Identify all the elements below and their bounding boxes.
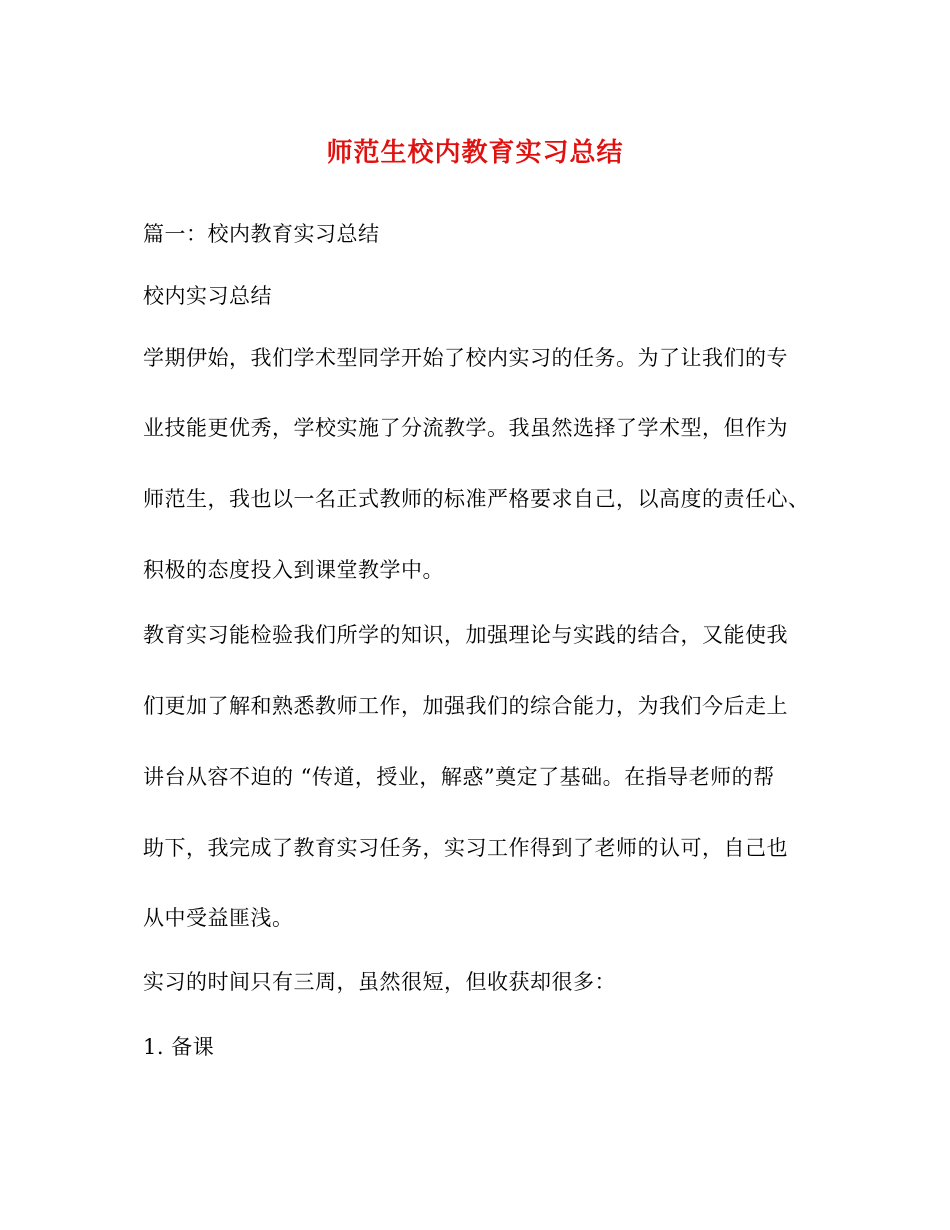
paragraph-line: 学期伊始，我们学术型同学开始了校内实习的任务。为了让我们的专 <box>143 346 788 370</box>
paragraph-line: 实习的时间只有三周，虽然很短，但收获却很多： <box>143 970 616 994</box>
paragraph-line: 讲台从容不迫的 “传道，授业，解惑”奠定了基础。在指导老师的帮 <box>143 765 775 789</box>
subheading: 校内实习总结 <box>143 284 272 308</box>
paragraph-line: 教育实习能检验我们所学的知识，加强理论与实践的结合，又能使我 <box>143 623 788 647</box>
section-heading: 篇一：校内教育实习总结 <box>143 222 380 246</box>
list-item: 1. 备课 <box>143 1035 215 1059</box>
paragraph-line: 助下，我完成了教育实习任务，实习工作得到了老师的认可，自己也 <box>143 836 788 860</box>
paragraph-line: 从中受益匪浅。 <box>143 906 294 930</box>
paragraph-line: 业技能更优秀，学校实施了分流教学。我虽然选择了学术型，但作为 <box>143 416 788 440</box>
paragraph-line: 积极的态度投入到课堂教学中。 <box>143 558 444 582</box>
paragraph-line: 师范生，我也以一名正式教师的标准严格要求自己，以高度的责任心、 <box>143 487 810 511</box>
paragraph-line: 们更加了解和熟悉教师工作，加强我们的综合能力，为我们今后走上 <box>143 694 788 718</box>
document-title: 师范生校内教育实习总结 <box>326 138 624 168</box>
